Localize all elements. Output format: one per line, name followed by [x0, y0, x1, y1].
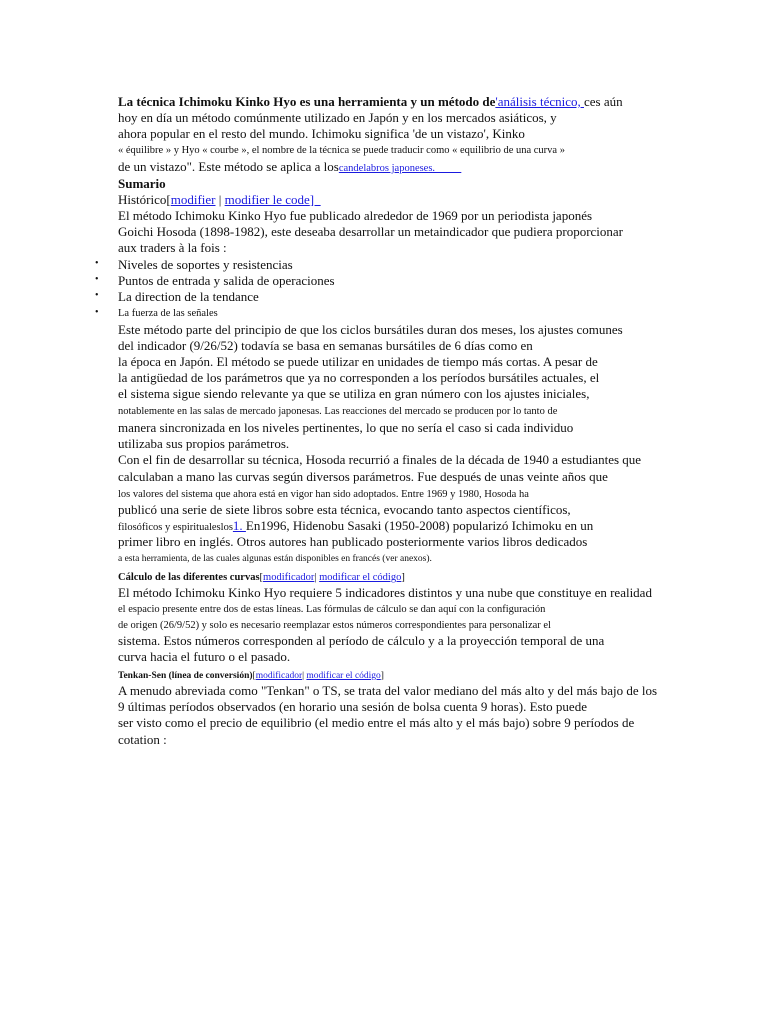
p2-line-3: la época en Japón. El método se puede utilizar en unidades de tiempo más cortas. A pesar de — [118, 354, 598, 369]
calc-line-5: curva hacia el futuro o el pasado. — [118, 649, 291, 664]
p3-line-4: publicó una serie de siete libros sobre esta técnica, evocando tanto aspectos científicos, — [118, 502, 571, 517]
p1-line-3: aux traders à la fois : — [118, 240, 227, 255]
tenkan-heading — [118, 668, 384, 684]
p2-line-5: el sistema sigue siendo relevante ya que se utiliza en gran número con los ajustes iniciales, — [118, 386, 590, 401]
bullet-icon: • — [95, 258, 99, 269]
tenkan-heading-text: Tenkan-Sen (línea de conversión) — [118, 671, 253, 681]
calc-modificar-codigo-link[interactable]: modificar el código — [319, 572, 402, 583]
historico-heading — [118, 192, 321, 208]
tenkan-bracket-open: [ — [252, 671, 256, 681]
bullet-icon: • — [95, 274, 99, 285]
candelabros-link[interactable]: candelabros japoneses. — [338, 163, 462, 174]
bullet-icon: • — [95, 307, 99, 318]
intro-line-5 — [118, 159, 461, 177]
p3-line-7: a esta herramienta, de las cuales algunas están disponibles en francés (ver anexos). — [118, 554, 432, 564]
sumario-heading: Sumario — [118, 176, 166, 191]
list-item: Puntos de entrada y salida de operaciones — [118, 273, 335, 288]
historico-modifier-link[interactable]: modifier — [170, 192, 216, 207]
calc-heading — [118, 570, 405, 586]
calc-line-4: sistema. Estos números corresponden al período de cálculo y a la proyección temporal de una — [118, 633, 605, 648]
p3-line-3: los valores del sistema que ahora está en vigor han sido adoptados. Entre 1969 y 1980, Hosoda ha — [118, 489, 529, 500]
p3-line-1: Con el fin de desarrollar su técnica, Hosoda recurrió a finales de la década de 1940 a estudiantes que — [118, 452, 642, 467]
analisis-tecnico-link[interactable]: 'análisis técnico, — [495, 94, 584, 109]
intro-title: La técnica Ichimoku Kinko Hyo es una herramienta y un método de — [118, 94, 496, 109]
calc-separator: | — [314, 572, 320, 583]
footnote-1-link[interactable]: 1. — [232, 518, 246, 533]
tenkan-bracket-close: ] — [380, 671, 384, 681]
p2-line-8: utilizaba sus propios parámetros. — [118, 436, 290, 451]
intro-line-4: « équilibre » y Hyo « courbe », el nombre de la técnica se puede traducir como « equilibrio de una curva » — [118, 145, 565, 156]
calc-modificador-link[interactable]: modificador — [263, 572, 315, 583]
calc-heading-text: Cálculo de las diferentes curvas — [118, 572, 260, 583]
p2-line-2: del indicador (9/26/52) todavía se basa en semanas bursátiles de 6 días como en — [118, 338, 533, 353]
p3-line-5-start: filosóficos y espiritualeslos — [118, 522, 233, 533]
historico-bracket-close: ] — [309, 192, 321, 207]
historico-label: Histórico — [118, 192, 167, 207]
calc-line-3: de origen (26/9/52) y solo es necesario reemplazar estos números correspondientes para personalizar el — [118, 620, 551, 631]
historico-bracket-open: [ — [166, 192, 171, 207]
tenkan-line-4: cotation : — [118, 732, 167, 747]
intro-line-1 — [118, 94, 623, 110]
tenkan-modificador-link[interactable]: modificador — [255, 671, 303, 681]
list-item: La direction de la tendance — [118, 289, 259, 304]
p3-line-5-end: En1996, Hidenobu Sasaki (1950-2008) popularizó Ichimoku en un — [245, 518, 594, 533]
calc-bracket-open: [ — [259, 572, 264, 583]
tenkan-modificar-codigo-link[interactable]: modificar el código — [306, 671, 381, 681]
p3-line-6: primer libro en inglés. Otros autores han publicado posteriormente varios libros dedicados — [118, 534, 588, 549]
p1-line-2: Goichi Hosoda (1898-1982), este deseaba desarrollar un metaindicador que pudiera proporcionar — [118, 224, 624, 239]
p2-line-7: manera sincronizada en los niveles pertinentes, lo que no sería el caso si cada individuo — [118, 420, 574, 435]
tenkan-line-1: A menudo abreviada como "Tenkan" o TS, se trata del valor mediano del más alto y del más bajo de los — [118, 683, 658, 698]
historico-separator: | — [215, 192, 225, 207]
calc-line-2: el espacio presente entre dos de estas líneas. Las fórmulas de cálculo se dan aquí con la configuración — [118, 604, 546, 615]
calc-bracket-close: ] — [401, 572, 405, 583]
p2-line-1: Este método parte del principio de que los ciclos bursátiles duran dos meses, los ajustes comunes — [118, 322, 623, 337]
calc-line-1: El método Ichimoku Kinko Hyo requiere 5 indicadores distintos y una nube que constituye en realidad — [118, 585, 652, 600]
p2-line-6: notablemente en las salas de mercado japonesas. Las reacciones del mercado se producen por lo tanto de — [118, 406, 558, 417]
tenkan-line-3: ser visto como el precio de equilibrio (el medio entre el más alto y el más bajo) sobre 9 períodos de — [118, 715, 635, 730]
intro-line-2: hoy en día un método comúnmente utilizado en Japón y en los mercados asiáticos, y — [118, 110, 557, 125]
tenkan-separator: | — [302, 671, 307, 681]
list-item: Niveles de soportes y resistencias — [118, 257, 293, 272]
intro-line-1-rest: ces aún — [584, 94, 623, 109]
p3-line-2: calculaban a mano las curvas según diversos parámetros. Fue después de unas veinte años que — [118, 469, 608, 484]
historico-modifier-code-link[interactable]: modifier le code — [224, 192, 310, 207]
tenkan-line-2: 9 últimas períodos observados (en horario una sesión de bolsa cuenta 9 horas). Esto puede — [118, 699, 587, 714]
list-item: La fuerza de las señales — [118, 308, 218, 319]
p1-line-1: El método Ichimoku Kinko Hyo fue publicado alrededor de 1969 por un periodista japonés — [118, 208, 593, 223]
intro-line-5-text: de un vistazo". Este método se aplica a los — [118, 159, 339, 174]
intro-line-3: ahora popular en el resto del mundo. Ichimoku significa 'de un vistazo', Kinko — [118, 126, 525, 141]
p2-line-4: la antigüedad de los parámetros que ya no corresponden a los períodos bursátiles actuales, el — [118, 370, 600, 385]
bullet-icon: • — [95, 290, 99, 301]
